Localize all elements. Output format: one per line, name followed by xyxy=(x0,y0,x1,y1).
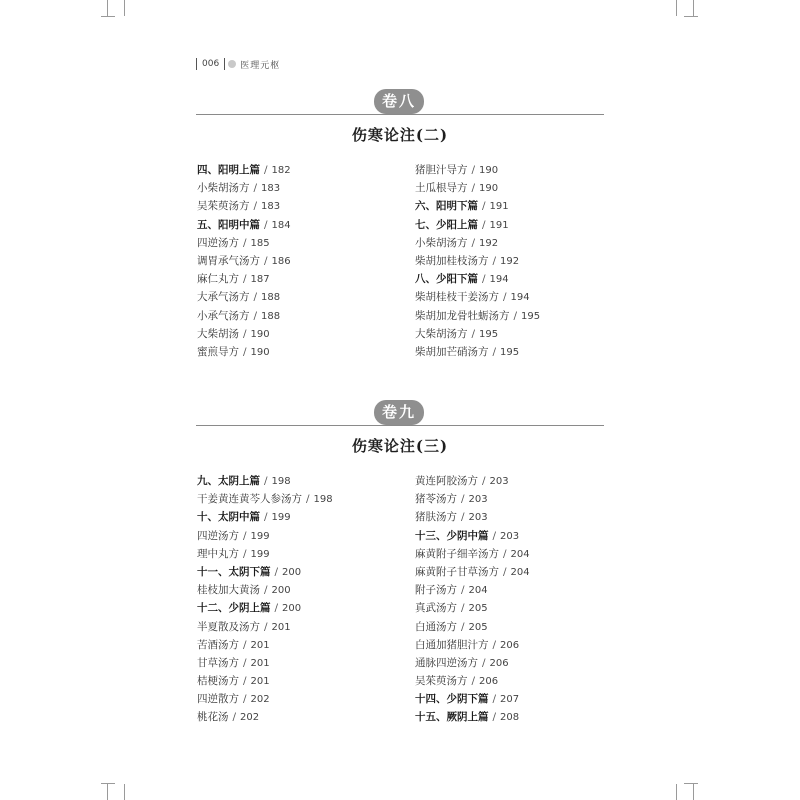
entry-separator: / xyxy=(482,218,486,231)
entry-page-number: 195 xyxy=(500,346,520,358)
entry-page-number: 194 xyxy=(489,274,509,286)
entry-separator: / xyxy=(471,164,476,176)
entry-separator: / xyxy=(461,584,465,597)
entry-separator: / xyxy=(492,711,497,724)
entry-page-number: 202 xyxy=(240,712,260,724)
entry-title: 黄连阿胶汤方 xyxy=(415,475,478,487)
entry-page-number: 195 xyxy=(521,310,541,322)
entry-separator: / xyxy=(243,656,247,669)
entry-page-number: 184 xyxy=(271,219,291,231)
section-rule xyxy=(196,425,604,426)
entry-title: 土瓜根导方 xyxy=(415,182,468,195)
entry-title: 大承气汤方 xyxy=(197,291,250,304)
entry-separator: / xyxy=(492,638,497,651)
entry-page-number: 188 xyxy=(261,310,281,322)
crop-mark xyxy=(693,0,694,16)
toc-entry xyxy=(197,581,333,599)
crop-mark xyxy=(676,784,677,800)
toc-entry xyxy=(197,179,291,197)
toc-entry xyxy=(415,545,530,563)
entry-title: 猪肤汤方 xyxy=(415,511,457,524)
toc-entry xyxy=(415,599,530,617)
entry-separator: / xyxy=(482,273,486,286)
entry-page-number: 206 xyxy=(479,676,499,688)
toc-entry xyxy=(197,325,291,343)
entry-separator: / xyxy=(461,602,465,615)
toc-entry xyxy=(415,618,530,636)
entry-page-number: 201 xyxy=(250,676,270,688)
entry-page-number: 203 xyxy=(489,476,509,487)
entry-title: 九、太阴上篇 xyxy=(197,475,260,487)
entry-separator: / xyxy=(264,164,268,176)
entry-title: 白通加猪胆汁方 xyxy=(415,638,489,651)
entry-separator: / xyxy=(461,493,465,506)
toc-entry xyxy=(415,234,540,252)
toc-entry xyxy=(197,654,333,672)
entry-separator: / xyxy=(243,529,247,542)
section-rule xyxy=(196,114,604,115)
toc-entry xyxy=(415,490,530,508)
toc-entry xyxy=(415,307,540,325)
entry-separator: / xyxy=(243,693,247,706)
entry-page-number: 200 xyxy=(282,566,302,578)
entry-title: 柴胡桂枝干姜汤方 xyxy=(415,291,499,304)
entry-page-number: 201 xyxy=(250,639,270,651)
entry-separator: / xyxy=(492,254,497,267)
crop-mark xyxy=(101,16,115,17)
entry-title: 柴胡加龙骨牡蛎汤方 xyxy=(415,309,510,322)
toc-chapter-entry xyxy=(415,708,530,726)
entry-title: 五、阳明中篇 xyxy=(197,218,260,231)
toc-entry xyxy=(415,325,540,343)
entry-page-number: 205 xyxy=(468,621,488,633)
entry-page-number: 203 xyxy=(500,530,520,542)
toc-entry xyxy=(415,672,530,690)
toc-entry xyxy=(415,179,540,197)
header-divider xyxy=(196,58,197,70)
entry-title: 麻黄附子甘草汤方 xyxy=(415,565,499,578)
crop-mark xyxy=(107,0,108,16)
entry-separator: / xyxy=(264,620,268,633)
entry-title: 蜜煎导方 xyxy=(197,345,239,358)
toc-entry xyxy=(197,527,333,545)
toc-entry xyxy=(197,270,291,288)
entry-title: 十二、少阴上篇 xyxy=(197,602,271,615)
section-title: 伤寒论注(二) xyxy=(351,126,449,144)
entry-page-number: 188 xyxy=(261,292,281,304)
entry-page-number: 182 xyxy=(271,165,291,176)
entry-separator: / xyxy=(274,565,279,578)
entry-separator: / xyxy=(492,345,497,358)
toc-entry xyxy=(415,343,540,361)
entry-separator: / xyxy=(264,218,268,231)
toc-chapter-entry xyxy=(197,599,333,617)
entry-title: 半夏散及汤方 xyxy=(197,620,260,633)
entry-separator: / xyxy=(264,584,268,597)
entry-title: 四、阳明上篇 xyxy=(197,164,260,176)
toc-entry xyxy=(415,161,540,179)
entry-title: 干姜黄连黄芩人参汤方 xyxy=(197,493,302,506)
toc-entry xyxy=(415,654,530,672)
entry-separator: / xyxy=(243,675,247,688)
volume-badge: 卷九 xyxy=(374,400,424,425)
entry-title: 四逆汤方 xyxy=(197,236,239,249)
crop-mark xyxy=(676,0,677,16)
entry-title: 六、阳明下篇 xyxy=(415,200,478,213)
entry-separator: / xyxy=(264,254,268,267)
entry-page-number: 191 xyxy=(489,219,509,231)
entry-separator: / xyxy=(471,182,476,195)
entry-page-number: 205 xyxy=(468,603,488,615)
toc-entry xyxy=(197,197,291,215)
entry-page-number: 198 xyxy=(271,476,291,487)
crop-mark xyxy=(693,784,694,800)
entry-title: 理中丸方 xyxy=(197,547,239,560)
entry-title: 麻仁丸方 xyxy=(197,273,239,286)
toc-entry xyxy=(197,252,291,270)
toc-entry xyxy=(197,690,333,708)
entry-separator: / xyxy=(482,200,486,213)
entry-separator: / xyxy=(253,291,258,304)
crop-mark xyxy=(107,784,108,800)
ornament-icon xyxy=(228,60,236,68)
toc-chapter-entry xyxy=(415,197,540,215)
entry-separator: / xyxy=(253,309,258,322)
entry-page-number: 190 xyxy=(250,328,270,340)
toc-chapter-entry xyxy=(197,563,333,581)
toc-entry xyxy=(197,288,291,306)
entry-title: 吴茱萸汤方 xyxy=(197,200,250,213)
entry-page-number: 195 xyxy=(479,328,499,340)
entry-page-number: 199 xyxy=(271,512,291,524)
entry-separator: / xyxy=(253,182,258,195)
entry-title: 小柴胡汤方 xyxy=(415,236,468,249)
entry-title: 大柴胡汤 xyxy=(197,327,239,340)
entry-title: 八、少阳下篇 xyxy=(415,273,478,286)
running-header xyxy=(196,57,280,71)
entry-title: 猪苓汤方 xyxy=(415,493,457,506)
toc-chapter-entry xyxy=(415,270,540,288)
entry-page-number: 192 xyxy=(500,255,520,267)
entry-page-number: 204 xyxy=(468,585,488,597)
toc-entry xyxy=(197,636,333,654)
toc-entry xyxy=(415,636,530,654)
entry-title: 七、少阳上篇 xyxy=(415,218,478,231)
entry-page-number: 203 xyxy=(468,512,488,524)
entry-title: 十五、厥阴上篇 xyxy=(415,711,489,724)
entry-separator: / xyxy=(232,711,237,724)
entry-page-number: 204 xyxy=(510,548,530,560)
toc-entry xyxy=(197,307,291,325)
entry-title: 猪胆汁导方 xyxy=(415,164,468,176)
entry-separator: / xyxy=(253,200,258,213)
entry-title: 十、太阴中篇 xyxy=(197,511,260,524)
entry-page-number: 185 xyxy=(250,237,270,249)
entry-title: 柴胡加桂枝汤方 xyxy=(415,254,489,267)
entry-title: 甘草汤方 xyxy=(197,656,239,669)
crop-mark xyxy=(684,16,698,17)
entry-page-number: 200 xyxy=(282,603,302,615)
entry-separator: / xyxy=(461,620,465,633)
entry-page-number: 186 xyxy=(271,255,291,267)
entry-separator: / xyxy=(461,511,465,524)
entry-page-number: 183 xyxy=(261,183,281,195)
entry-title: 四逆汤方 xyxy=(197,529,239,542)
entry-page-number: 187 xyxy=(250,274,270,286)
entry-separator: / xyxy=(306,493,310,506)
entry-page-number: 208 xyxy=(500,712,520,724)
entry-separator: / xyxy=(243,345,247,358)
volume-badge: 卷八 xyxy=(374,89,424,114)
entry-title: 小柴胡汤方 xyxy=(197,182,250,195)
toc-column-right xyxy=(415,472,530,727)
toc-chapter-entry xyxy=(197,161,291,179)
entry-separator: / xyxy=(274,602,279,615)
entry-page-number: 206 xyxy=(500,639,520,651)
entry-page-number: 190 xyxy=(479,165,499,176)
entry-title: 桔梗汤方 xyxy=(197,675,239,688)
entry-page-number: 190 xyxy=(479,183,499,195)
entry-page-number: 200 xyxy=(271,585,291,597)
header-divider xyxy=(224,58,225,70)
entry-page-number: 202 xyxy=(250,694,270,706)
toc-chapter-entry xyxy=(197,216,291,234)
book-title: 医理元枢 xyxy=(240,60,281,71)
entry-title: 十四、少阴下篇 xyxy=(415,693,489,706)
toc-chapter-entry xyxy=(197,472,333,490)
toc-entry xyxy=(415,252,540,270)
toc-chapter-entry xyxy=(415,527,530,545)
entry-separator: / xyxy=(503,547,507,560)
entry-page-number: 198 xyxy=(313,494,333,506)
section-title: 伤寒论注(三) xyxy=(351,437,449,455)
entry-title: 柴胡加芒硝汤方 xyxy=(415,345,489,358)
toc-entry xyxy=(415,581,530,599)
toc-chapter-entry xyxy=(197,508,333,526)
toc-entry xyxy=(197,672,333,690)
entry-title: 十一、太阴下篇 xyxy=(197,565,271,578)
entry-separator: / xyxy=(471,327,476,340)
entry-separator: / xyxy=(264,511,268,524)
entry-title: 小承气汤方 xyxy=(197,309,250,322)
toc-chapter-entry xyxy=(415,216,540,234)
entry-page-number: 190 xyxy=(250,346,270,358)
entry-page-number: 203 xyxy=(468,494,488,506)
entry-title: 吴茱萸汤方 xyxy=(415,675,468,688)
entry-page-number: 201 xyxy=(250,657,270,669)
entry-page-number: 204 xyxy=(510,566,530,578)
toc-entry xyxy=(197,343,291,361)
entry-separator: / xyxy=(243,327,247,340)
entry-separator: / xyxy=(471,675,476,688)
toc-entry xyxy=(197,708,333,726)
crop-mark xyxy=(684,783,698,784)
entry-page-number: 207 xyxy=(500,694,520,706)
entry-page-number: 192 xyxy=(479,237,499,249)
entry-separator: / xyxy=(471,236,476,249)
entry-separator: / xyxy=(243,547,247,560)
entry-title: 桂枝加大黄汤 xyxy=(197,584,260,597)
entry-page-number: 206 xyxy=(489,657,509,669)
toc-column-right xyxy=(415,161,540,361)
entry-page-number: 199 xyxy=(250,548,270,560)
entry-page-number: 183 xyxy=(261,201,281,213)
toc-chapter-entry xyxy=(415,690,530,708)
entry-separator: / xyxy=(513,309,518,322)
entry-title: 十三、少阴中篇 xyxy=(415,529,489,542)
toc-entry xyxy=(415,563,530,581)
entry-page-number: 194 xyxy=(510,292,530,304)
entry-title: 白通汤方 xyxy=(415,620,457,633)
entry-separator: / xyxy=(503,565,507,578)
entry-separator: / xyxy=(492,529,497,542)
entry-separator: / xyxy=(243,273,247,286)
toc-entry xyxy=(415,472,530,490)
entry-separator: / xyxy=(482,656,486,669)
entry-separator: / xyxy=(492,693,497,706)
toc-entry xyxy=(197,545,333,563)
crop-mark xyxy=(101,783,115,784)
entry-separator: / xyxy=(243,236,247,249)
entry-title: 真武汤方 xyxy=(415,602,457,615)
entry-title: 麻黄附子细辛汤方 xyxy=(415,547,499,560)
entry-separator: / xyxy=(503,291,507,304)
entry-separator: / xyxy=(482,475,486,487)
toc-entry xyxy=(197,618,333,636)
entry-title: 调胃承气汤方 xyxy=(197,254,260,267)
entry-separator: / xyxy=(243,638,247,651)
crop-mark xyxy=(124,0,125,16)
toc-entry xyxy=(415,508,530,526)
entry-page-number: 191 xyxy=(489,201,509,213)
entry-separator: / xyxy=(264,475,268,487)
entry-title: 附子汤方 xyxy=(415,584,457,597)
toc-entry xyxy=(415,288,540,306)
toc-entry xyxy=(197,490,333,508)
toc-entry xyxy=(197,234,291,252)
crop-mark xyxy=(124,784,125,800)
entry-title: 四逆散方 xyxy=(197,693,239,706)
entry-title: 大柴胡汤方 xyxy=(415,327,468,340)
entry-page-number: 201 xyxy=(271,621,291,633)
entry-title: 桃花汤 xyxy=(197,711,229,724)
toc-column-left xyxy=(197,161,291,361)
entry-title: 通脉四逆汤方 xyxy=(415,656,478,669)
entry-page-number: 199 xyxy=(250,530,270,542)
page-number: 006 xyxy=(202,59,220,69)
entry-title: 苦酒汤方 xyxy=(197,638,239,651)
toc-column-left xyxy=(197,472,333,727)
